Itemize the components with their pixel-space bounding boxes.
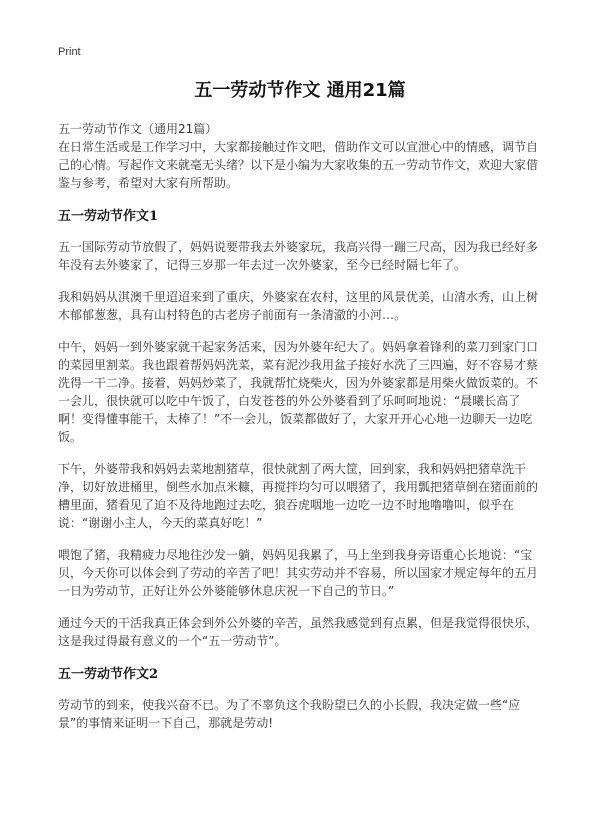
body-paragraph: 劳动节的到来，使我兴奋不已。为了不辜负这个我盼望已久的小长假，我决定做一些“应景”的事情来证明一下自己，那就是劳动!: [58, 698, 521, 730]
page-title: 五一劳动节作文 通用21篇: [194, 80, 406, 101]
body-paragraph: 五一国际劳动节放假了，妈妈说要带我去外婆家玩，我高兴得一蹦三尺高，因为我已经好多年没有去外婆家了，记得三岁那一年去过一次外婆家，至今已经时隔七年了。: [58, 240, 539, 272]
section-heading: [58, 208, 542, 226]
section-number: 2: [149, 667, 159, 682]
print-label: Print: [58, 46, 81, 58]
section-1: [58, 208, 542, 650]
section-heading: [58, 666, 542, 684]
section-2: [58, 666, 542, 732]
body-paragraph: 我和妈妈从淇澳千里迢迢来到了重庆，外婆家在农村，这里的风景优美，山清水秀，山上树木郁郁葱葱，具有山村特色的古老房子前面有一条清澈的小河…。: [58, 290, 539, 322]
section-number: 1: [149, 209, 159, 224]
document-subtitle: 五一劳动节作文（通用21篇）: [58, 122, 218, 136]
body-paragraph: 中午，妈妈一到外婆家就干起家务活来，因为外婆年纪大了。妈妈拿着锋利的菜刀到家门口的菜园里割菜。我也跟着帮妈妈洗菜，菜有泥沙我用盆子接好水洗了三四遍，好不容易才蔡洗得一干二净。接着，妈妈炒菜了，我就帮忙烧柴火，因为外婆家都是用柴火做饭菜的。不一会儿，很快就可以吃中午饭了，白发苍苍的外公外婆看到了乐呵呵地说：“晨曦长高了啊！变得懂事能干，太棒了！”不一会儿，饭菜都做好了，大家开开心心地一边聊天一边吃饭。: [58, 340, 539, 444]
section-heading-text: 五一劳动节作文: [58, 667, 150, 682]
body-paragraph: 喂饱了猪，我精疲力尽地往沙发一躺，妈妈见我累了，马上坐到我身旁语重心长地说：“宝贝，今天你可以体会到了劳动的辛苦了吧！其实劳动并不容易，所以国家才规定每年的五月一日为劳动节，正好让外公外婆能够休息庆祝一下自己的节日。”: [58, 548, 539, 598]
body-paragraph: 下午，外婆带我和妈妈去菜地割猪草，很快就割了两大筐，回到家，我和妈妈把猪草洗干净，切好放进桶里，倒些水加点米糠，再搅拌均匀可以喂猪了，我用瓢把猪草倒在猪面前的槽里面，猪看见了迫不及待地跑过去吃，狼吞虎咽地一边吃一边不时地噜噜叫，似乎在说：“谢谢小主人，今天的菜真好吃！”: [58, 462, 539, 530]
section-heading-text: 五一劳动节作文: [58, 209, 150, 224]
body-paragraph: 通过今天的干活我真正体会到外公外婆的辛苦，虽然我感觉到有点累，但是我觉得很快乐，这是我过得最有意义的一个“五一劳动节”。: [58, 616, 539, 648]
intro-paragraph: 在日常生活或是工作学习中，大家都接触过作文吧，借助作文可以宣泄心中的情感，调节自己的心情。写起作文来就毫无头绪？以下是小编为大家收集的五一劳动节作文，欢迎大家借鉴与参考，希望对大家有所帮助。: [58, 140, 539, 190]
